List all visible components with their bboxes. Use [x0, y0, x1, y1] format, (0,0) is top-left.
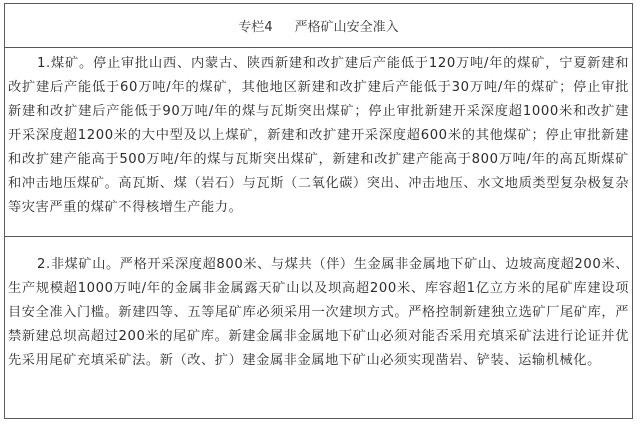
column-title-text: 严格矿山安全准入	[294, 20, 399, 35]
section-coal-mines	[5, 52, 632, 237]
column-box	[4, 3, 633, 419]
column-number: 专栏4	[238, 20, 273, 35]
column-title	[5, 4, 632, 48]
section-non-coal-mines	[5, 253, 632, 373]
section-paragraph: 1.煤矿。停止审批山西、内蒙古、陕西新建和改扩建后产能低于120万吨/年的煤矿，宁夏新建和改扩建后产能低于60万吨/年的煤矿，其他地区新建和改扩建后产能低于30万吨/年的煤矿；停止审批新建和改扩建后产能低于90万吨/年的煤与瓦斯突出煤矿；停止审批新建开采深度超1000米和改扩建开采深度超1200米的大中型及以上煤矿，新建和改扩建开采深度超600米的其他煤矿；停止审批新建和改扩建产能高于500万吨/年的煤与瓦斯突出煤矿，新建和改扩建产能高于800万吨/年的高瓦斯煤矿和冲击地压煤矿。高瓦斯、煤（岩石）与瓦斯（二氧化碳）突出、冲击地压、水文地质类型复杂极复杂等灾害严重的煤矿不得核增生产能力。	[8, 56, 629, 215]
section-paragraph: 2.非煤矿山。严格开采深度超800米、与煤共（伴）生金属非金属地下矿山、边坡高度超200米、生产规模超1000万吨/年的金属非金属露天矿山以及坝高超200米、库容超1亿立方米的尾矿库建设项目安全准入门槛。新建四等、五等尾矿库必须采用一次建坝方式。严格控制新建独立选矿厂尾矿库，严禁新建总坝高超过200米的尾矿库。新建金属非金属地下矿山必须对能否采用充填采矿法进行论证并优先采用尾矿充填采矿法。新（改、扩）建金属非金属地下矿山必须实现凿岩、铲装、运输机械化。	[8, 257, 629, 368]
